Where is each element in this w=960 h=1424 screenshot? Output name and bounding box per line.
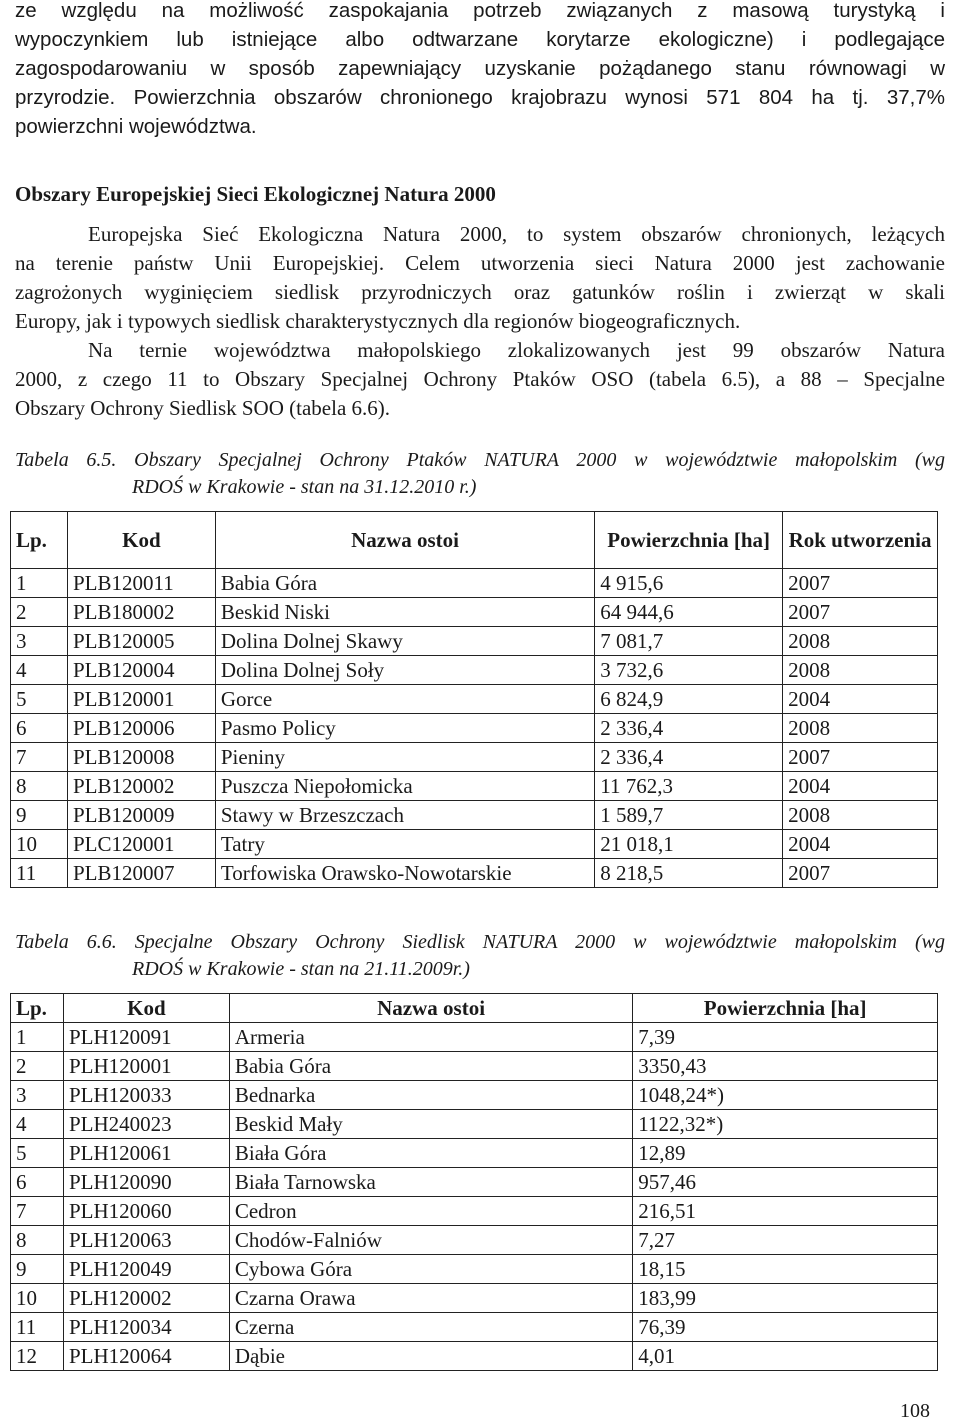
table-cell: 2004 <box>783 830 938 859</box>
table-cell: 4,01 <box>633 1342 938 1371</box>
table2-header-cell: Lp. <box>11 994 64 1023</box>
table-cell: 2007 <box>783 859 938 888</box>
table2-caption-line: RDOŚ w Krakowie - stan na 21.11.2009r.) <box>132 958 470 980</box>
table-row <box>11 1110 938 1139</box>
table-row <box>11 598 938 627</box>
table-row <box>11 743 938 772</box>
table-cell: Beskid Niski <box>215 598 594 627</box>
table-cell: 183,99 <box>633 1284 938 1313</box>
table-cell: Babia Góra <box>229 1052 632 1081</box>
table-cell: 2004 <box>783 685 938 714</box>
table-cell: 18,15 <box>633 1255 938 1284</box>
table1-header-cell: Lp. <box>11 512 68 569</box>
table-cell: Beskid Mały <box>229 1110 632 1139</box>
table-cell: PLH120002 <box>63 1284 229 1313</box>
table-cell: PLB120009 <box>67 801 215 830</box>
table-cell: 5 <box>11 1139 64 1168</box>
table-cell: Dąbie <box>229 1342 632 1371</box>
natura-paragraphs <box>15 220 945 423</box>
table-cell: PLH120033 <box>63 1081 229 1110</box>
table-row <box>11 772 938 801</box>
table-cell: 1 589,7 <box>595 801 783 830</box>
table1-header-row <box>11 512 938 569</box>
table-cell: 7 081,7 <box>595 627 783 656</box>
table-cell: Armeria <box>229 1023 632 1052</box>
table-cell: 216,51 <box>633 1197 938 1226</box>
table-cell: 2 336,4 <box>595 714 783 743</box>
table-cell: 7 <box>11 743 68 772</box>
table-cell: PLB120006 <box>67 714 215 743</box>
table-cell: PLH120060 <box>63 1197 229 1226</box>
natura-line: Obszary Ochrony Siedlisk SOO (tabela 6.6). <box>15 396 391 420</box>
table-cell: Dolina Dolnej Skawy <box>215 627 594 656</box>
table-cell: 1 <box>11 1023 64 1052</box>
table-cell: 2 <box>11 1052 64 1081</box>
intro-line: przyrodzie. Powierzchnia obszarów chronionego krajobrazu wynosi 571 804 ha tj. 37,7% <box>15 86 945 109</box>
table-row <box>11 830 938 859</box>
table-cell: 8 <box>11 1226 64 1255</box>
table-cell: PLH120064 <box>63 1342 229 1371</box>
table-row <box>11 627 938 656</box>
table-cell: 2008 <box>783 656 938 685</box>
table-cell: 11 762,3 <box>595 772 783 801</box>
table-cell: Stawy w Brzeszczach <box>215 801 594 830</box>
table-cell: Czarna Orawa <box>229 1284 632 1313</box>
table-row <box>11 656 938 685</box>
table-cell: 2008 <box>783 627 938 656</box>
table-cell: PLH120034 <box>63 1313 229 1342</box>
intro-paragraph <box>15 0 945 141</box>
table1-header-cell: Powierzchnia [ha] <box>595 512 783 569</box>
table-cell: Tatry <box>215 830 594 859</box>
table-cell: 11 <box>11 859 68 888</box>
table-cell: PLB120007 <box>67 859 215 888</box>
table-cell: 21 018,1 <box>595 830 783 859</box>
table-cell: 3 <box>11 1081 64 1110</box>
table-cell: 2 336,4 <box>595 743 783 772</box>
table-cell: 7,27 <box>633 1226 938 1255</box>
table-cell: Gorce <box>215 685 594 714</box>
table-cell: 2007 <box>783 569 938 598</box>
table-cell: PLB120008 <box>67 743 215 772</box>
table-row <box>11 859 938 888</box>
natura-line: Europy, jak i typowych siedlisk charakterystycznych dla regionów biogeograficznych. <box>15 309 741 333</box>
table-cell: 7 <box>11 1197 64 1226</box>
table-cell: Cybowa Góra <box>229 1255 632 1284</box>
natura-line: Europejska Sieć Ekologiczna Natura 2000, to system obszarów chronionych, leżących <box>88 222 945 246</box>
table2-header-cell: Powierzchnia [ha] <box>633 994 938 1023</box>
table-cell: Bednarka <box>229 1081 632 1110</box>
table-cell: PLB120001 <box>67 685 215 714</box>
table-cell: 2008 <box>783 714 938 743</box>
table-cell: PLB120004 <box>67 656 215 685</box>
natura-line: Na ternie województwa małopolskiego zlokalizowanych jest 99 obszarów Natura <box>88 338 945 362</box>
table-row <box>11 1023 938 1052</box>
table-cell: 2007 <box>783 598 938 627</box>
table-cell: Czerna <box>229 1313 632 1342</box>
table-row <box>11 1284 938 1313</box>
table-cell: PLH120061 <box>63 1139 229 1168</box>
table-cell: PLB120011 <box>67 569 215 598</box>
table-cell: Dolina Dolnej Soły <box>215 656 594 685</box>
table-cell: 2004 <box>783 772 938 801</box>
table-cell: 64 944,6 <box>595 598 783 627</box>
table-cell: 11 <box>11 1313 64 1342</box>
table1-header-cell: Rok utworzenia <box>783 512 938 569</box>
table2-caption <box>15 929 945 983</box>
natura-line: 2000, z czego 11 to Obszary Specjalnej Ochrony Ptaków OSO (tabela 6.5), a 88 – Specjalne <box>15 367 945 391</box>
table-row <box>11 1197 938 1226</box>
table-row <box>11 1168 938 1197</box>
table-row <box>11 685 938 714</box>
table-cell: 10 <box>11 830 68 859</box>
table-cell: 12,89 <box>633 1139 938 1168</box>
table1-caption <box>15 447 945 501</box>
table-row <box>11 714 938 743</box>
table-cell: 4 <box>11 1110 64 1139</box>
table2-caption-line: Tabela 6.6. Specjalne Obszary Ochrony Siedlisk NATURA 2000 w województwie małopolskim (wg <box>15 931 945 953</box>
table-cell: 8 <box>11 772 68 801</box>
table-cell: Babia Góra <box>215 569 594 598</box>
table-cell: Torfowiska Orawsko-Nowotarskie <box>215 859 594 888</box>
table-cell: PLH120063 <box>63 1226 229 1255</box>
table-row <box>11 801 938 830</box>
table-row <box>11 1052 938 1081</box>
table-row <box>11 1342 938 1371</box>
table-natura-oso <box>10 511 938 888</box>
table-cell: 1048,24*) <box>633 1081 938 1110</box>
table-cell: 957,46 <box>633 1168 938 1197</box>
table-row <box>11 1081 938 1110</box>
table-cell: Pieniny <box>215 743 594 772</box>
table1-caption-line: Tabela 6.5. Obszary Specjalnej Ochrony Ptaków NATURA 2000 w województwie małopolskim (wg <box>15 449 945 471</box>
table-cell: 2008 <box>783 801 938 830</box>
table-cell: Chodów-Falniów <box>229 1226 632 1255</box>
table2-header-row <box>11 994 938 1023</box>
intro-line: powierzchni województwa. <box>15 115 257 138</box>
table-cell: Biała Góra <box>229 1139 632 1168</box>
table-cell: PLH120001 <box>63 1052 229 1081</box>
table-cell: Pasmo Policy <box>215 714 594 743</box>
page-number: 108 <box>900 1400 930 1422</box>
table-cell: 6 <box>11 1168 64 1197</box>
table-row <box>11 1255 938 1284</box>
table-cell: PLC120001 <box>67 830 215 859</box>
section-heading: Obszary Europejskiej Sieci Ekologicznej Natura 2000 <box>15 182 496 206</box>
natura-line: na terenie państw Unii Europejskiej. Celem utworzenia sieci Natura 2000 jest zachowanie <box>15 251 945 275</box>
table-cell: 9 <box>11 1255 64 1284</box>
table-cell: PLB180002 <box>67 598 215 627</box>
table-cell: 2007 <box>783 743 938 772</box>
table-cell: PLH120091 <box>63 1023 229 1052</box>
table-cell: PLB120002 <box>67 772 215 801</box>
table-row <box>11 569 938 598</box>
table2-header-cell: Nazwa ostoi <box>229 994 632 1023</box>
table-cell: 7,39 <box>633 1023 938 1052</box>
table-cell: 8 218,5 <box>595 859 783 888</box>
table-row <box>11 1226 938 1255</box>
table-cell: PLH240023 <box>63 1110 229 1139</box>
table-cell: 5 <box>11 685 68 714</box>
table-cell: 10 <box>11 1284 64 1313</box>
table-cell: 9 <box>11 801 68 830</box>
natura-line: zagrożonych wyginięciem siedlisk przyrodniczych oraz gatunków roślin i zwierząt w skali <box>15 280 945 304</box>
table-cell: 6 <box>11 714 68 743</box>
intro-line: zagospodarowaniu w sposób zapewniający uzyskanie pożądanego stanu równowagi w <box>15 57 945 80</box>
table-natura-soo <box>10 993 938 1371</box>
table-cell: PLH120049 <box>63 1255 229 1284</box>
table-cell: 4 915,6 <box>595 569 783 598</box>
table-cell: 1 <box>11 569 68 598</box>
table-cell: PLB120005 <box>67 627 215 656</box>
table-cell: 3 732,6 <box>595 656 783 685</box>
table-cell: 6 824,9 <box>595 685 783 714</box>
table-row <box>11 1139 938 1168</box>
table1-header-cell: Kod <box>67 512 215 569</box>
table-cell: 1122,32*) <box>633 1110 938 1139</box>
table-cell: 3 <box>11 627 68 656</box>
intro-line: ze względu na możliwość zaspokajania potrzeb związanych z masową turystyką i <box>15 0 945 22</box>
table1-header-cell: Nazwa ostoi <box>215 512 594 569</box>
table-cell: Biała Tarnowska <box>229 1168 632 1197</box>
table1-caption-line: RDOŚ w Krakowie - stan na 31.12.2010 r.) <box>132 476 477 498</box>
table-cell: Puszcza Niepołomicka <box>215 772 594 801</box>
table-cell: 2 <box>11 598 68 627</box>
table-cell: 76,39 <box>633 1313 938 1342</box>
table-row <box>11 1313 938 1342</box>
table-cell: 12 <box>11 1342 64 1371</box>
intro-line: wypoczynkiem lub istniejące albo odtwarzane korytarze ekologiczne) i podlegające <box>15 28 945 51</box>
table-cell: 4 <box>11 656 68 685</box>
table2-header-cell: Kod <box>63 994 229 1023</box>
table-cell: PLH120090 <box>63 1168 229 1197</box>
table-cell: Cedron <box>229 1197 632 1226</box>
table-cell: 3350,43 <box>633 1052 938 1081</box>
